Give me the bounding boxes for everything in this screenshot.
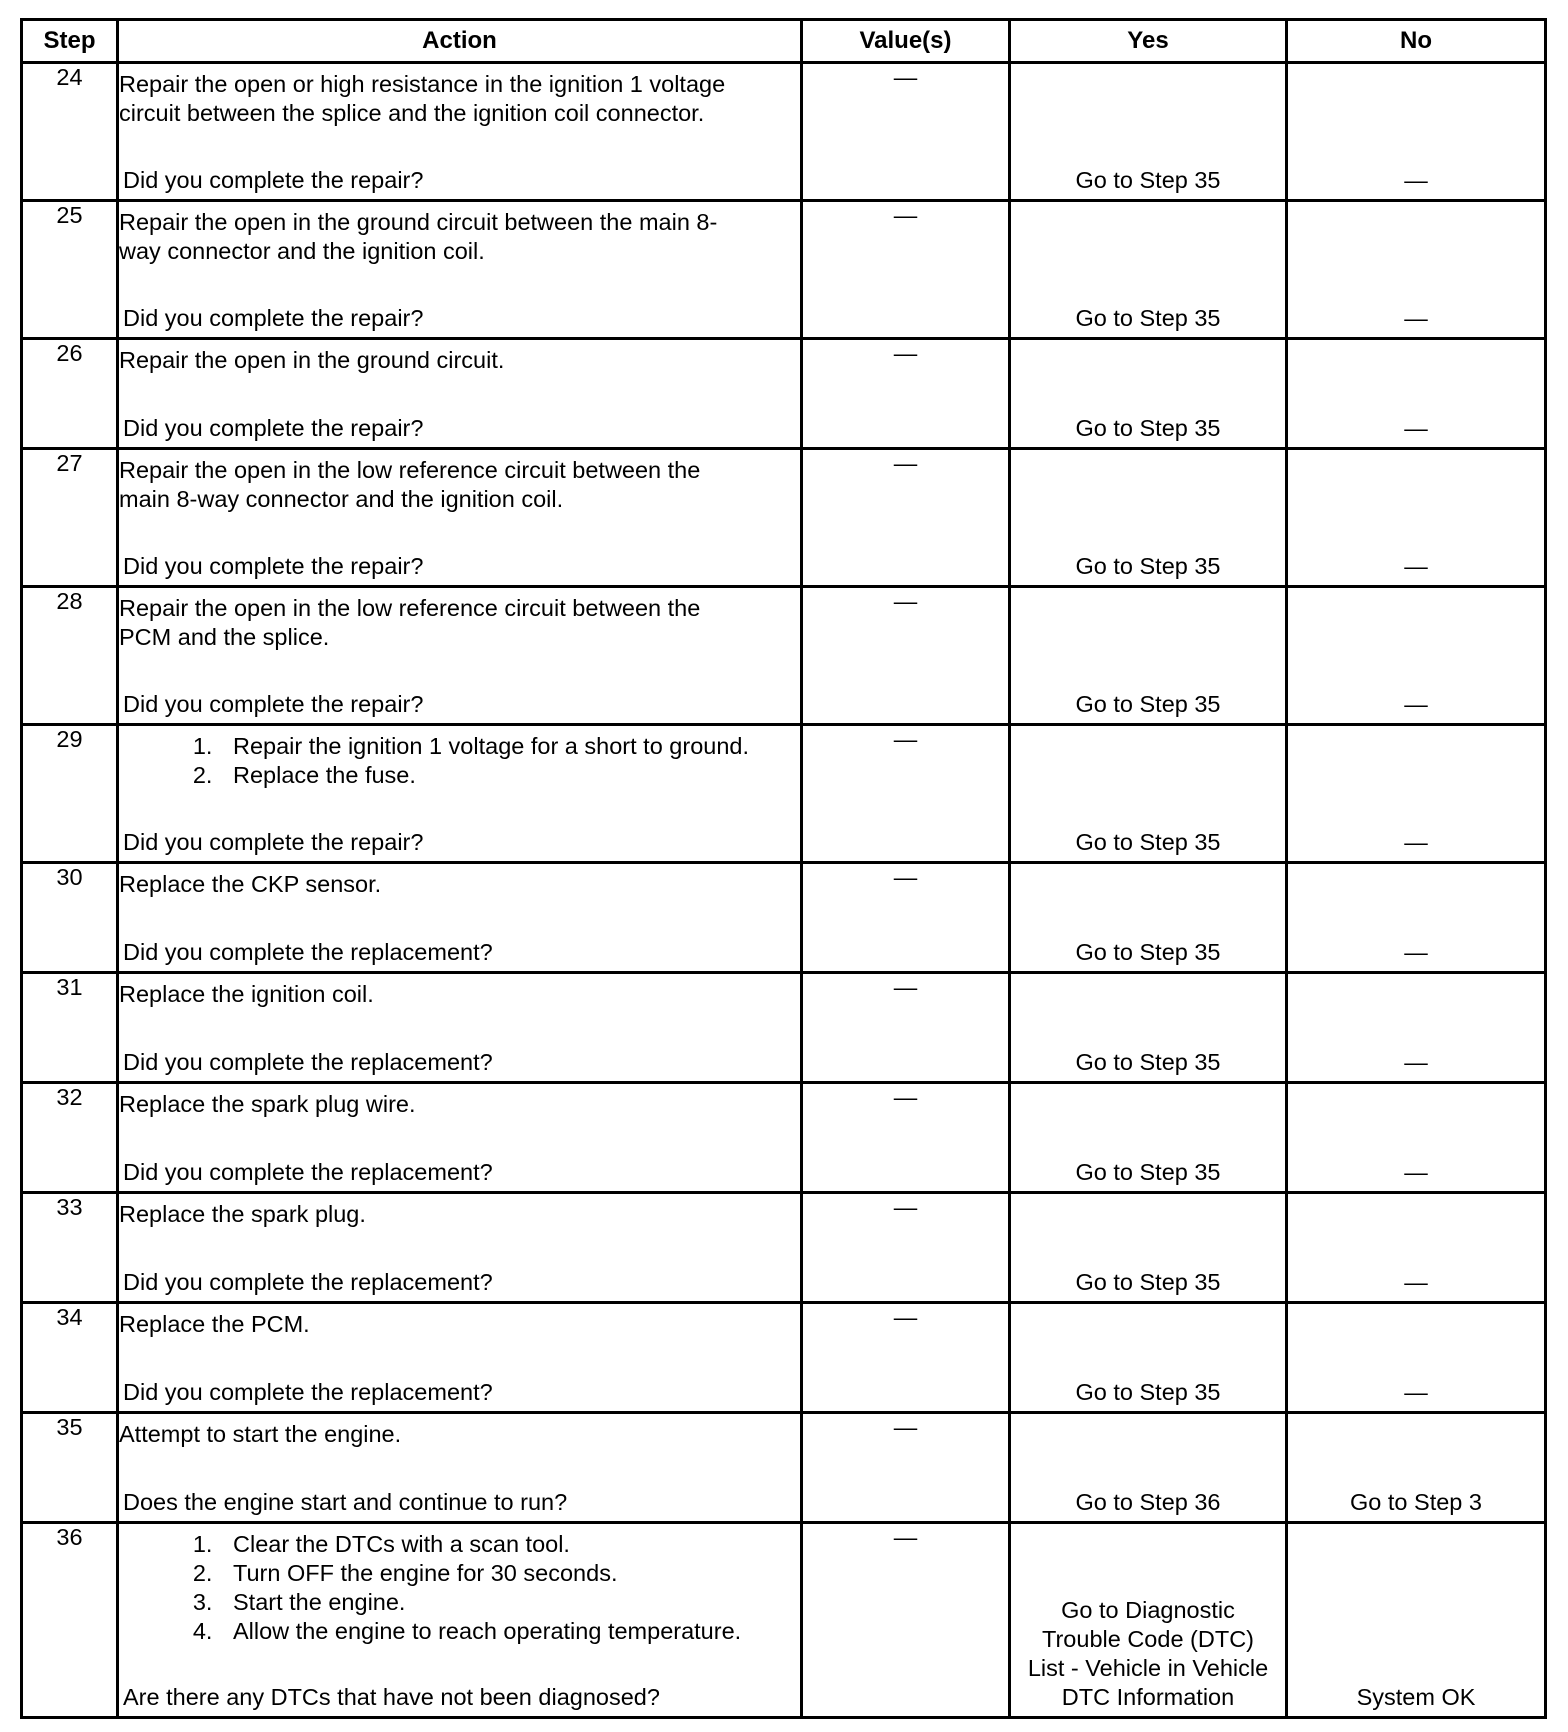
- step-number: 31: [22, 973, 118, 1083]
- action-step: 2. Turn OFF the engine for 30 seconds.: [219, 1559, 800, 1588]
- step-number: 32: [22, 1083, 118, 1193]
- header-no: No: [1287, 20, 1546, 63]
- no-result: —: [1404, 167, 1428, 193]
- yes-link[interactable]: Go to Step 35: [1075, 305, 1221, 331]
- table-row: [22, 339, 1546, 449]
- action-text: main 8-way connector and the ignition coil.: [119, 486, 564, 512]
- action-question: Did you complete the repair?: [123, 415, 424, 441]
- action-cell: [118, 201, 802, 339]
- table-row: [22, 863, 1546, 973]
- no-result: —: [1404, 691, 1428, 717]
- header-step: Step: [22, 20, 118, 63]
- action-text: PCM and the splice.: [119, 624, 330, 650]
- action-steps-list: [119, 1530, 800, 1646]
- no-result: —: [1404, 1379, 1428, 1405]
- step-number: 34: [22, 1303, 118, 1413]
- step-number: 36: [22, 1523, 118, 1718]
- no-cell: [1287, 1523, 1546, 1718]
- action-cell: [118, 63, 802, 201]
- yes-link[interactable]: Go to Step 35: [1075, 167, 1221, 193]
- action-cell: [118, 1303, 802, 1413]
- value-cell: —: [802, 725, 1010, 863]
- action-question: Are there any DTCs that have not been diagnosed?: [123, 1684, 660, 1710]
- yes-link-line: Go to Diagnostic: [1061, 1597, 1235, 1623]
- action-text: Repair the open or high resistance in the ignition 1 voltage: [119, 71, 726, 97]
- no-cell: [1287, 1193, 1546, 1303]
- yes-link[interactable]: [1011, 1596, 1285, 1712]
- action-text: Repair the open in the ground circuit between the main 8-: [119, 209, 718, 235]
- yes-link[interactable]: Go to Step 35: [1075, 415, 1221, 441]
- no-result: —: [1404, 939, 1428, 965]
- value-cell: —: [802, 863, 1010, 973]
- no-result: —: [1404, 1269, 1428, 1295]
- action-cell: [118, 1523, 802, 1718]
- yes-link-line: Trouble Code (DTC): [1042, 1626, 1254, 1652]
- no-result: —: [1404, 415, 1428, 441]
- table-row: [22, 1193, 1546, 1303]
- yes-link[interactable]: Go to Step 35: [1075, 1049, 1221, 1075]
- no-link[interactable]: Go to Step 3: [1350, 1489, 1482, 1515]
- value-cell: —: [802, 1193, 1010, 1303]
- action-cell: [118, 725, 802, 863]
- action-step: 3. Start the engine.: [219, 1588, 800, 1617]
- yes-cell: [1010, 1303, 1287, 1413]
- header-values: Value(s): [802, 20, 1010, 63]
- no-result: —: [1404, 553, 1428, 579]
- no-cell: [1287, 449, 1546, 587]
- yes-link[interactable]: Go to Step 35: [1075, 829, 1221, 855]
- yes-link-line: List - Vehicle in Vehicle: [1027, 1655, 1269, 1681]
- value-cell: —: [802, 63, 1010, 201]
- step-number: 35: [22, 1413, 118, 1523]
- yes-link[interactable]: Go to Step 35: [1075, 1159, 1221, 1185]
- yes-link[interactable]: Go to Step 35: [1075, 553, 1221, 579]
- step-number: 24: [22, 63, 118, 201]
- action-question: Did you complete the repair?: [123, 167, 424, 193]
- action-text: circuit between the splice and the ignition coil connector.: [119, 100, 705, 126]
- action-question: Did you complete the repair?: [123, 829, 424, 855]
- yes-cell: [1010, 973, 1287, 1083]
- step-number: 33: [22, 1193, 118, 1303]
- header-action: Action: [118, 20, 802, 63]
- no-cell: [1287, 973, 1546, 1083]
- yes-link-line: DTC Information: [1061, 1684, 1235, 1710]
- action-cell: [118, 1193, 802, 1303]
- action-cell: [118, 1083, 802, 1193]
- yes-link[interactable]: Go to Step 35: [1075, 1379, 1221, 1405]
- no-cell: [1287, 863, 1546, 973]
- action-step: 1. Clear the DTCs with a scan tool.: [219, 1530, 800, 1559]
- value-cell: —: [802, 201, 1010, 339]
- no-result: —: [1404, 305, 1428, 331]
- table-row: [22, 1413, 1546, 1523]
- action-cell: [118, 863, 802, 973]
- yes-link[interactable]: Go to Step 35: [1075, 939, 1221, 965]
- value-cell: —: [802, 339, 1010, 449]
- action-cell: [118, 449, 802, 587]
- action-text: Replace the spark plug wire.: [119, 1091, 416, 1117]
- action-question: Did you complete the replacement?: [123, 1269, 493, 1295]
- step-number: 29: [22, 725, 118, 863]
- action-cell: [118, 973, 802, 1083]
- action-question: Did you complete the replacement?: [123, 1379, 493, 1405]
- action-cell: [118, 1413, 802, 1523]
- table-row: [22, 1083, 1546, 1193]
- action-text: Repair the open in the ground circuit.: [119, 347, 505, 373]
- action-step: 2. Replace the fuse.: [219, 761, 800, 790]
- yes-cell: [1010, 339, 1287, 449]
- action-question: Did you complete the repair?: [123, 553, 424, 579]
- action-question: Does the engine start and continue to run?: [123, 1489, 568, 1515]
- table-row: [22, 725, 1546, 863]
- action-question: Did you complete the replacement?: [123, 1159, 493, 1185]
- action-question: Did you complete the replacement?: [123, 939, 493, 965]
- yes-link[interactable]: Go to Step 35: [1075, 1269, 1221, 1295]
- yes-cell: [1010, 725, 1287, 863]
- action-text: Repair the open in the low reference circuit between the: [119, 595, 701, 621]
- action-question: Did you complete the repair?: [123, 691, 424, 717]
- action-step: 4. Allow the engine to reach operating temperature.: [219, 1617, 800, 1646]
- yes-cell: [1010, 63, 1287, 201]
- value-cell: —: [802, 587, 1010, 725]
- action-text: Replace the CKP sensor.: [119, 871, 382, 897]
- table-row: [22, 973, 1546, 1083]
- yes-cell: [1010, 201, 1287, 339]
- action-text: Repair the open in the low reference circuit between the: [119, 457, 701, 483]
- action-text: Replace the spark plug.: [119, 1201, 366, 1227]
- no-result: System OK: [1356, 1684, 1476, 1710]
- no-result: —: [1404, 829, 1428, 855]
- no-cell: [1287, 1413, 1546, 1523]
- action-cell: [118, 587, 802, 725]
- action-text: Attempt to start the engine.: [119, 1421, 402, 1447]
- yes-link[interactable]: Go to Step 35: [1075, 691, 1221, 717]
- table-row: [22, 63, 1546, 201]
- no-cell: [1287, 725, 1546, 863]
- no-cell: [1287, 201, 1546, 339]
- value-cell: —: [802, 973, 1010, 1083]
- yes-cell: [1010, 863, 1287, 973]
- yes-cell: [1010, 449, 1287, 587]
- diagnostic-table: [20, 18, 1547, 1719]
- yes-cell: [1010, 1193, 1287, 1303]
- action-text: Replace the PCM.: [119, 1311, 310, 1337]
- no-result: —: [1404, 1159, 1428, 1185]
- yes-cell: [1010, 587, 1287, 725]
- step-number: 28: [22, 587, 118, 725]
- no-cell: [1287, 339, 1546, 449]
- no-cell: [1287, 587, 1546, 725]
- yes-link[interactable]: Go to Step 36: [1075, 1489, 1221, 1515]
- step-number: 25: [22, 201, 118, 339]
- action-question: Did you complete the repair?: [123, 305, 424, 331]
- table-row: [22, 1523, 1546, 1718]
- value-cell: —: [802, 1523, 1010, 1718]
- table-row: [22, 449, 1546, 587]
- action-text: Replace the ignition coil.: [119, 981, 374, 1007]
- yes-cell: [1010, 1523, 1287, 1718]
- no-cell: [1287, 1303, 1546, 1413]
- header-yes: Yes: [1010, 20, 1287, 63]
- step-number: 26: [22, 339, 118, 449]
- table-row: [22, 587, 1546, 725]
- action-cell: [118, 339, 802, 449]
- diagnostic-table-container: [20, 18, 1547, 1719]
- no-cell: [1287, 1083, 1546, 1193]
- action-steps-list: [119, 732, 800, 790]
- step-number: 27: [22, 449, 118, 587]
- step-number: 30: [22, 863, 118, 973]
- value-cell: —: [802, 449, 1010, 587]
- header-row: [22, 20, 1546, 63]
- action-text: way connector and the ignition coil.: [119, 238, 485, 264]
- action-question: Did you complete the replacement?: [123, 1049, 493, 1075]
- no-result: —: [1404, 1049, 1428, 1075]
- no-cell: [1287, 63, 1546, 201]
- table-row: [22, 201, 1546, 339]
- value-cell: —: [802, 1083, 1010, 1193]
- action-step: 1. Repair the ignition 1 voltage for a short to ground.: [219, 732, 800, 761]
- table-row: [22, 1303, 1546, 1413]
- value-cell: —: [802, 1413, 1010, 1523]
- yes-cell: [1010, 1413, 1287, 1523]
- yes-cell: [1010, 1083, 1287, 1193]
- value-cell: —: [802, 1303, 1010, 1413]
